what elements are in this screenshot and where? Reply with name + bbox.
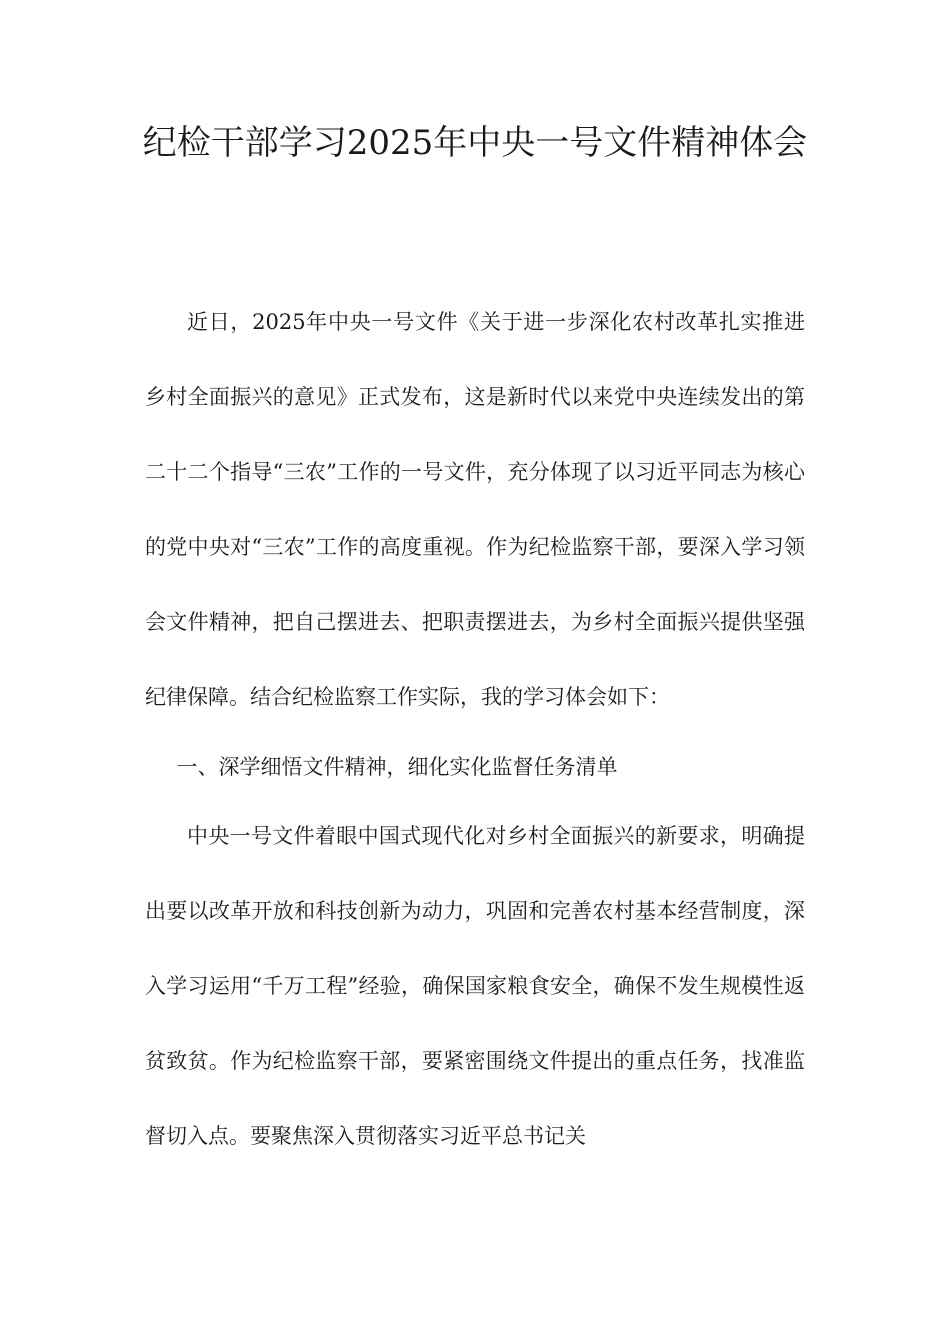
section-heading: 一、深学细悟文件精神，细化实化监督任务清单	[176, 755, 618, 779]
document-title: 纪检干部学习2025年中央一号文件精神体会	[142, 123, 808, 163]
body-paragraph: 中央一号文件着眼中国式现代化对乡村全面振兴的新要求，明确提出要以改革开放和科技创新为动力，巩固和完善农村基本经营制度，深入学习运用“千万工程”经验，确保国家粮食安全，确保不发生规模性返贫致贫。作为纪检监察干部，要紧密围绕文件提出的重点任务，找准监督切入点。要聚焦深入贯彻落实习近平总书记关	[145, 824, 805, 1148]
intro-paragraph: 近日，2025年中央一号文件《关于进一步深化农村改革扎实推进乡村全面振兴的意见》正式发布，这是新时代以来党中央连续发出的第二十二个指导“三农”工作的一号文件，充分体现了以习近平同志为核心的党中央对“三农”工作的高度重视。作为纪检监察干部，要深入学习领会文件精神，把自己摆进去、把职责摆进去，为乡村全面振兴提供坚强纪律保障。结合纪检监察工作实际，我的学习体会如下：	[145, 310, 805, 709]
document-body	[145, 285, 805, 1174]
